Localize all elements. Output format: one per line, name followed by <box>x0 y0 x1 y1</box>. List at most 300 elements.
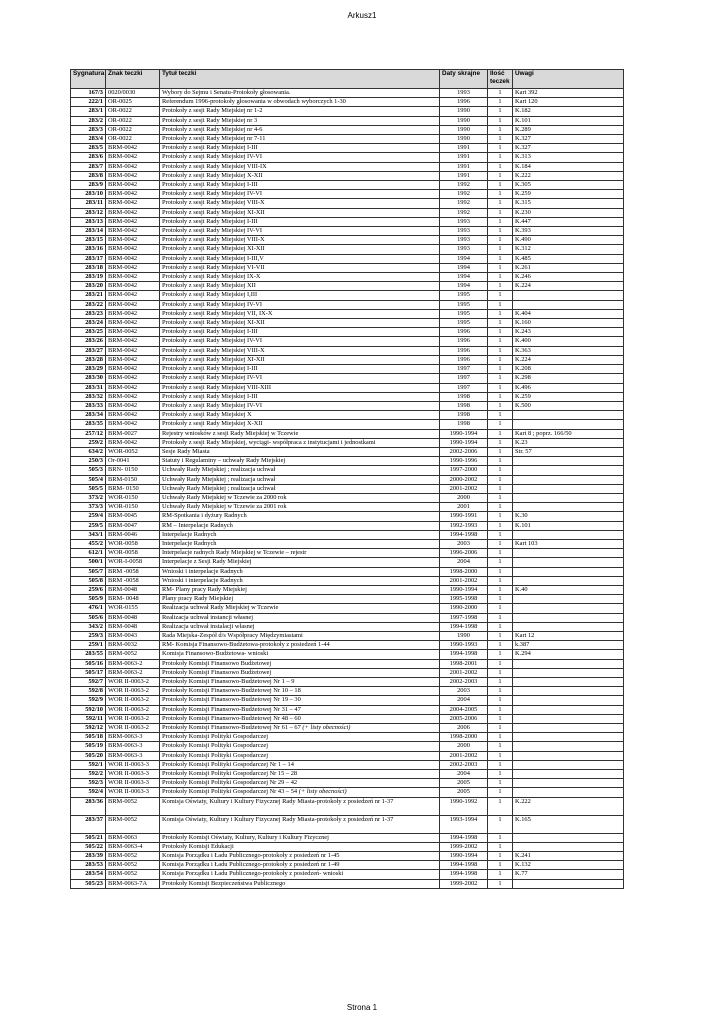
cell-znak-teczki-text: WOR II-0063-3 <box>108 770 149 778</box>
cell-znak-teczki <box>106 273 160 282</box>
cell-znak-teczki <box>106 770 160 779</box>
table-row <box>71 668 624 677</box>
cell-daty-skrajne-text: 1990-1994 <box>449 429 478 437</box>
cell-sygnatura-text: 592/11 <box>85 714 103 722</box>
cell-daty-skrajne <box>440 714 488 723</box>
cell-ilosc-teczek-text: 1 <box>498 613 502 621</box>
cell-daty-skrajne-text: 1994-1998 <box>449 650 478 658</box>
cell-sygnatura <box>71 558 106 567</box>
cell-daty-skrajne <box>440 181 488 190</box>
cell-daty-skrajne <box>440 227 488 236</box>
cell-tytul-teczki <box>160 879 440 888</box>
cell-daty-skrajne <box>440 245 488 254</box>
cell-ilosc-teczek <box>488 668 513 677</box>
cell-sygnatura-text: 283/18 <box>85 263 103 271</box>
cell-sygnatura-text: 250/3 <box>88 457 103 465</box>
cell-tytul-teczki <box>160 107 440 116</box>
cell-uwagi <box>513 631 624 640</box>
cell-daty-skrajne-text: 1992 <box>457 199 470 207</box>
cell-tytul-teczki <box>160 411 440 420</box>
cell-ilosc-teczek-text: 1 <box>498 309 502 317</box>
table-row <box>71 89 624 98</box>
cell-ilosc-teczek <box>488 457 513 466</box>
cell-znak-teczki-text: BRM-0042 <box>108 153 138 161</box>
cell-tytul-teczki-text: Protokoły z sesji Rady Miejskiej IX-X <box>162 273 261 281</box>
cell-znak-teczki <box>106 374 160 383</box>
cell-ilosc-teczek-text: 1 <box>498 171 502 179</box>
cell-znak-teczki-text: BRM-0052 <box>108 815 138 823</box>
cell-uwagi-text: K.327 <box>515 135 531 143</box>
cell-tytul-teczki-text: Komisja Porządku i Ładu Publicznego-protokoły z posiedzeń nr 1-49 <box>162 861 340 869</box>
cell-daty-skrajne <box>440 420 488 429</box>
cell-sygnatura <box>71 576 106 585</box>
cell-daty-skrajne <box>440 503 488 512</box>
cell-sygnatura-text: 505/3 <box>88 466 103 474</box>
table-row <box>71 208 624 217</box>
cell-daty-skrajne-text: 1993-1994 <box>449 815 478 823</box>
cell-ilosc-teczek <box>488 236 513 245</box>
cell-ilosc-teczek <box>488 714 513 723</box>
table-row <box>71 714 624 723</box>
cell-daty-skrajne-text: 1993 <box>457 217 470 225</box>
cell-sygnatura-text: 283/1 <box>88 107 103 115</box>
cell-sygnatura <box>71 815 106 833</box>
cell-ilosc-teczek <box>488 365 513 374</box>
cell-ilosc-teczek-text: 1 <box>498 659 502 667</box>
cell-ilosc-teczek-text: 1 <box>498 788 502 796</box>
cell-daty-skrajne <box>440 171 488 180</box>
cell-daty-skrajne <box>440 530 488 539</box>
cell-ilosc-teczek-text: 1 <box>498 383 502 391</box>
table-row <box>71 879 624 888</box>
cell-uwagi-text: K.101 <box>515 521 531 529</box>
cell-sygnatura-text: 283/53 <box>85 861 103 869</box>
cell-tytul-teczki-text: Protokoły z sesji Rady Miejskiej I-III <box>162 217 258 225</box>
cell-sygnatura <box>71 733 106 742</box>
cell-daty-skrajne-text: 1996 <box>457 98 470 106</box>
cell-tytul-teczki-text: Protokoły z sesji Rady Miejskiej X-XII <box>162 420 263 428</box>
cell-daty-skrajne-text: 1997 <box>457 383 470 391</box>
cell-ilosc-teczek <box>488 135 513 144</box>
cell-znak-teczki <box>106 208 160 217</box>
cell-tytul-teczki-text: Protokoły z sesji Rady Miejskiej nr 3 <box>162 116 258 124</box>
cell-sygnatura-text: 222/1 <box>88 98 103 106</box>
cell-znak-teczki <box>106 595 160 604</box>
cell-tytul-teczki-text: Komisja Oświaty, Kultury i Kultury Fizycznej Rady Miasta-protokoły z posiedzeń nr 1-37 <box>162 797 394 805</box>
cell-ilosc-teczek <box>488 567 513 576</box>
cell-ilosc-teczek <box>488 89 513 98</box>
cell-ilosc-teczek-text: 1 <box>498 162 502 170</box>
cell-tytul-teczki-text: Referendum 1996-protokoły głosowania w obwodach wyborczych 1-30 <box>162 98 346 106</box>
cell-sygnatura <box>71 162 106 171</box>
cell-tytul-teczki-text: Protokoły z sesji Rady Miejskiej XI-XII <box>162 245 265 253</box>
cell-daty-skrajne <box>440 346 488 355</box>
cell-uwagi <box>513 162 624 171</box>
cell-sygnatura-text: 592/3 <box>88 779 103 787</box>
cell-tytul-teczki <box>160 401 440 410</box>
cell-daty-skrajne-text: 1998-2001 <box>449 659 478 667</box>
cell-sygnatura <box>71 833 106 842</box>
cell-daty-skrajne <box>440 217 488 226</box>
cell-tytul-teczki-text: Wybory do Sejmu i Senatu-Protokoły głosowania. <box>162 89 291 96</box>
cell-tytul-teczki <box>160 788 440 797</box>
cell-tytul-teczki <box>160 815 440 833</box>
cell-uwagi <box>513 236 624 245</box>
cell-sygnatura <box>71 714 106 723</box>
cell-tytul-teczki <box>160 475 440 484</box>
cell-tytul-teczki-text: Protokoły Komisji Polityki Gospodarczej <box>162 751 268 759</box>
cell-ilosc-teczek-text: 1 <box>498 236 502 244</box>
cell-uwagi <box>513 815 624 833</box>
cell-uwagi <box>513 530 624 539</box>
cell-uwagi <box>513 273 624 282</box>
cell-sygnatura-text: 283/5 <box>88 144 103 152</box>
cell-ilosc-teczek <box>488 650 513 659</box>
cell-sygnatura <box>71 622 106 631</box>
cell-daty-skrajne <box>440 861 488 870</box>
cell-znak-teczki-text: WOR-0052 <box>108 447 138 455</box>
cell-daty-skrajne <box>440 613 488 622</box>
cell-sygnatura-text: 283/39 <box>85 852 103 860</box>
cell-znak-teczki <box>106 291 160 300</box>
cell-tytul-teczki-text: Protokoły z sesji Rady Miejskiej IV-VI <box>162 401 263 409</box>
cell-sygnatura-text: 505/23 <box>85 879 103 887</box>
table-row <box>71 457 624 466</box>
cell-znak-teczki-text: WOR II-0063-2 <box>108 678 149 685</box>
cell-znak-teczki <box>106 650 160 659</box>
table-row <box>71 227 624 236</box>
table-row <box>71 328 624 337</box>
cell-ilosc-teczek <box>488 190 513 199</box>
cell-znak-teczki-text: WOR II-0063-3 <box>108 779 149 787</box>
cell-tytul-teczki-text: Rejestry wniosków z sesji Rady Miejskiej w Tczewie <box>162 429 299 437</box>
table-row <box>71 742 624 751</box>
table-row <box>71 687 624 696</box>
cell-tytul-teczki <box>160 374 440 383</box>
cell-sygnatura <box>71 254 106 263</box>
cell-sygnatura <box>71 659 106 668</box>
cell-sygnatura-text: 373/2 <box>88 493 103 501</box>
cell-tytul-teczki-text: Protokoły z sesji Rady Miejskiej X <box>162 411 252 419</box>
cell-znak-teczki-text: OR-0025 <box>108 98 132 106</box>
cell-sygnatura-text: 505/7 <box>88 567 103 575</box>
cell-znak-teczki-text: WOR-0058 <box>108 549 138 557</box>
cell-sygnatura <box>71 245 106 254</box>
cell-sygnatura-text: 283/27 <box>85 346 103 354</box>
cell-uwagi <box>513 254 624 263</box>
cell-znak-teczki <box>106 797 160 815</box>
cell-sygnatura-text: 257/12 <box>85 429 103 437</box>
cell-tytul-teczki <box>160 558 440 567</box>
cell-sygnatura <box>71 595 106 604</box>
cell-sygnatura <box>71 631 106 640</box>
cell-daty-skrajne-text: 1994 <box>457 282 470 290</box>
cell-sygnatura-text: 283/7 <box>88 162 103 170</box>
cell-uwagi <box>513 171 624 180</box>
cell-uwagi-text: K.485 <box>515 254 531 262</box>
cell-tytul-teczki-text: Protokoły z sesji Rady Miejskiej IV-VI <box>162 190 263 198</box>
cell-ilosc-teczek <box>488 153 513 162</box>
cell-ilosc-teczek <box>488 401 513 410</box>
cell-ilosc-teczek <box>488 199 513 208</box>
cell-znak-teczki-text: BRM-0063-2 <box>108 659 143 667</box>
cell-znak-teczki <box>106 705 160 714</box>
cell-uwagi <box>513 438 624 447</box>
cell-daty-skrajne-text: 1998-2000 <box>449 567 478 575</box>
cell-ilosc-teczek-text: 1 <box>498 585 502 593</box>
cell-znak-teczki-text: WOR-0150 <box>108 503 138 511</box>
cell-sygnatura-text: 283/55 <box>85 650 103 658</box>
cell-tytul-teczki-text: Interpelacje Radnych <box>162 539 217 547</box>
cell-uwagi-text: K.305 <box>515 181 531 189</box>
cell-sygnatura <box>71 319 106 328</box>
cell-daty-skrajne <box>440 466 488 475</box>
cell-sygnatura-text: 259/4 <box>88 512 103 520</box>
cell-daty-skrajne <box>440 870 488 879</box>
cell-znak-teczki-text: BRM-0063 <box>108 833 138 841</box>
cell-uwagi-text: K.208 <box>515 365 531 373</box>
table-row <box>71 309 624 318</box>
cell-tytul-teczki <box>160 659 440 668</box>
table-row <box>71 852 624 861</box>
cell-sygnatura <box>71 135 106 144</box>
cell-znak-teczki <box>106 613 160 622</box>
cell-daty-skrajne <box>440 153 488 162</box>
cell-sygnatura <box>71 770 106 779</box>
cell-tytul-teczki <box>160 365 440 374</box>
cell-sygnatura <box>71 144 106 153</box>
cell-ilosc-teczek-text: 1 <box>498 687 502 695</box>
cell-uwagi <box>513 98 624 107</box>
cell-daty-skrajne-text: 2001-2002 <box>449 668 478 676</box>
cell-sygnatura <box>71 217 106 226</box>
cell-sygnatura-text: 505/20 <box>85 751 103 759</box>
cell-znak-teczki <box>106 842 160 851</box>
cell-ilosc-teczek <box>488 788 513 797</box>
cell-uwagi-text: Str. 57 <box>515 447 532 455</box>
table-row <box>71 622 624 631</box>
cell-znak-teczki-text: BRM-0042 <box>108 227 138 235</box>
cell-ilosc-teczek-text: 1 <box>498 374 502 382</box>
cell-sygnatura-text: 283/8 <box>88 171 103 179</box>
cell-ilosc-teczek <box>488 411 513 420</box>
cell-uwagi-text: K.496 <box>515 383 531 391</box>
cell-daty-skrajne-text: 1990-1992 <box>449 797 478 805</box>
cell-ilosc-teczek <box>488 521 513 530</box>
cell-sygnatura-text: 592/10 <box>85 705 103 713</box>
cell-znak-teczki <box>106 162 160 171</box>
cell-sygnatura <box>71 420 106 429</box>
cell-sygnatura-text: 283/10 <box>85 190 103 198</box>
cell-uwagi-text: K.313 <box>515 153 531 161</box>
cell-sygnatura <box>71 457 106 466</box>
cell-tytul-teczki-text: Protokoły z sesji Rady Miejskiej VIII-X <box>162 236 265 244</box>
cell-uwagi <box>513 291 624 300</box>
cell-tytul-teczki-text: Komisja Finansowo-Budżetowa- wnioski <box>162 650 269 658</box>
cell-tytul-teczki <box>160 742 440 751</box>
cell-sygnatura <box>71 309 106 318</box>
cell-uwagi <box>513 613 624 622</box>
cell-uwagi-text: K.447 <box>515 217 531 225</box>
cell-sygnatura-text: 283/3 <box>88 125 103 133</box>
cell-ilosc-teczek-text: 1 <box>498 650 502 658</box>
cell-uwagi-text: K.182 <box>515 107 531 115</box>
cell-sygnatura-text: 592/8 <box>88 687 103 695</box>
cell-znak-teczki <box>106 355 160 364</box>
cell-ilosc-teczek <box>488 585 513 594</box>
cell-uwagi <box>513 650 624 659</box>
cell-uwagi <box>513 392 624 401</box>
cell-tytul-teczki-text: Interpelacje Radnych <box>162 530 217 538</box>
cell-tytul-teczki-text: Protokoły z sesji Rady Miejskiej IV-VI <box>162 227 263 235</box>
cell-ilosc-teczek-text: 1 <box>498 678 502 685</box>
cell-uwagi <box>513 300 624 309</box>
cell-uwagi <box>513 420 624 429</box>
cell-daty-skrajne-text: 1998 <box>457 420 470 428</box>
cell-sygnatura-text: 283/30 <box>85 374 103 382</box>
cell-uwagi-text: K.230 <box>515 208 531 216</box>
cell-uwagi-text: K.490 <box>515 236 531 244</box>
cell-daty-skrajne <box>440 429 488 438</box>
cell-znak-teczki <box>106 696 160 705</box>
table-row <box>71 392 624 401</box>
table-row <box>71 199 624 208</box>
header-znak-teczki: Znak teczki <box>106 70 160 89</box>
cell-daty-skrajne-text: 1991 <box>457 153 470 161</box>
cell-uwagi-text: K.500 <box>515 401 531 409</box>
cell-daty-skrajne <box>440 724 488 733</box>
cell-ilosc-teczek-text: 1 <box>498 319 502 327</box>
cell-uwagi <box>513 282 624 291</box>
cell-sygnatura <box>71 208 106 217</box>
cell-ilosc-teczek-text: 1 <box>498 797 502 805</box>
cell-znak-teczki-text: BRM-0042 <box>108 438 138 446</box>
cell-sygnatura-text: 373/3 <box>88 503 103 511</box>
cell-daty-skrajne <box>440 585 488 594</box>
cell-tytul-teczki <box>160 282 440 291</box>
cell-tytul-teczki-text: RM-Spotkania i dyżury Radnych <box>162 512 247 520</box>
cell-znak-teczki-text: WOR-0150 <box>108 493 138 501</box>
cell-sygnatura <box>71 227 106 236</box>
cell-znak-teczki <box>106 319 160 328</box>
cell-tytul-teczki <box>160 190 440 199</box>
cell-uwagi-text: K.224 <box>515 282 531 290</box>
cell-znak-teczki-text: OR-0022 <box>108 135 132 143</box>
cell-ilosc-teczek <box>488 631 513 640</box>
cell-ilosc-teczek-text: 1 <box>498 466 502 474</box>
cell-znak-teczki <box>106 300 160 309</box>
cell-znak-teczki-text: BRM-0042 <box>108 199 138 207</box>
cell-tytul-teczki-text: Uchwały Rady Miejskiej w Tczewie za 2000 rok <box>162 493 287 501</box>
cell-tytul-teczki-text: Plany pracy Rady Miejskiej <box>162 595 234 603</box>
cell-ilosc-teczek-text: 1 <box>498 770 502 778</box>
cell-tytul-teczki <box>160 135 440 144</box>
table-row <box>71 870 624 879</box>
cell-znak-teczki <box>106 107 160 116</box>
cell-daty-skrajne-text: 1990-1994 <box>449 585 478 593</box>
cell-znak-teczki-text: BRM-0063-2 <box>108 668 143 676</box>
cell-daty-skrajne-text: 2005-2006 <box>449 714 478 722</box>
cell-ilosc-teczek-text: 1 <box>498 355 502 363</box>
cell-uwagi-text: K.259 <box>515 190 531 198</box>
cell-sygnatura <box>71 365 106 374</box>
cell-ilosc-teczek-text: 1 <box>498 300 502 308</box>
cell-znak-teczki-text: BRM-0042 <box>108 309 138 317</box>
cell-znak-teczki <box>106 98 160 107</box>
cell-tytul-teczki <box>160 549 440 558</box>
cell-znak-teczki-text: BRM-0042 <box>108 401 138 409</box>
cell-daty-skrajne-text: 1994 <box>457 263 470 271</box>
cell-sygnatura-text: 505/8 <box>88 576 103 584</box>
cell-znak-teczki-text: WOR-0155 <box>108 604 138 612</box>
cell-sygnatura <box>71 549 106 558</box>
table-row <box>71 263 624 272</box>
cell-sygnatura <box>71 512 106 521</box>
table-row <box>71 144 624 153</box>
table-row <box>71 696 624 705</box>
cell-znak-teczki <box>106 217 160 226</box>
table-row <box>71 641 624 650</box>
table-row <box>71 153 624 162</box>
cell-znak-teczki <box>106 833 160 842</box>
cell-tytul-teczki-text: Realizacja uchwał instancji własnej <box>162 613 254 621</box>
cell-daty-skrajne <box>440 641 488 650</box>
table-row <box>71 539 624 548</box>
cell-ilosc-teczek-text: 1 <box>498 512 502 520</box>
cell-znak-teczki-text: BRN- 0150 <box>108 466 138 474</box>
cell-uwagi <box>513 503 624 512</box>
cell-sygnatura-text: 500/1 <box>88 558 103 566</box>
table-row <box>71 107 624 116</box>
cell-znak-teczki <box>106 457 160 466</box>
cell-sygnatura <box>71 98 106 107</box>
cell-sygnatura-text: 612/1 <box>88 549 103 557</box>
cell-ilosc-teczek <box>488 622 513 631</box>
cell-znak-teczki <box>106 724 160 733</box>
cell-sygnatura-text: 343/2 <box>88 622 103 630</box>
cell-ilosc-teczek <box>488 420 513 429</box>
cell-daty-skrajne <box>440 521 488 530</box>
cell-ilosc-teczek <box>488 319 513 328</box>
cell-ilosc-teczek <box>488 383 513 392</box>
cell-ilosc-teczek-text: 1 <box>498 135 502 143</box>
cell-sygnatura <box>71 842 106 851</box>
cell-tytul-teczki-text: Protokoły Komisji Oświaty, Kultury, Kultury i Kultury Fizycznej <box>162 833 329 841</box>
cell-tytul-teczki-text: Protokoły Komisji Finansowo-Budżetowej Nr 61 – 67 <box>162 724 301 732</box>
cell-tytul-teczki <box>160 530 440 539</box>
cell-daty-skrajne <box>440 135 488 144</box>
table-row <box>71 429 624 438</box>
cell-ilosc-teczek <box>488 438 513 447</box>
cell-znak-teczki <box>106 429 160 438</box>
cell-daty-skrajne <box>440 162 488 171</box>
cell-daty-skrajne <box>440 879 488 888</box>
cell-tytul-teczki <box>160 466 440 475</box>
table-row <box>71 705 624 714</box>
cell-znak-teczki <box>106 365 160 374</box>
cell-ilosc-teczek <box>488 733 513 742</box>
cell-znak-teczki <box>106 144 160 153</box>
cell-sygnatura <box>71 751 106 760</box>
cell-ilosc-teczek <box>488 208 513 217</box>
cell-ilosc-teczek <box>488 144 513 153</box>
cell-uwagi <box>513 319 624 328</box>
cell-ilosc-teczek-text: 1 <box>498 438 502 446</box>
cell-daty-skrajne-text: 1990-1994 <box>449 852 478 860</box>
cell-tytul-teczki <box>160 153 440 162</box>
cell-tytul-teczki-text: Protokoły z sesji Rady Miejskiej nr 7-11 <box>162 135 266 143</box>
cell-uwagi <box>513 447 624 456</box>
